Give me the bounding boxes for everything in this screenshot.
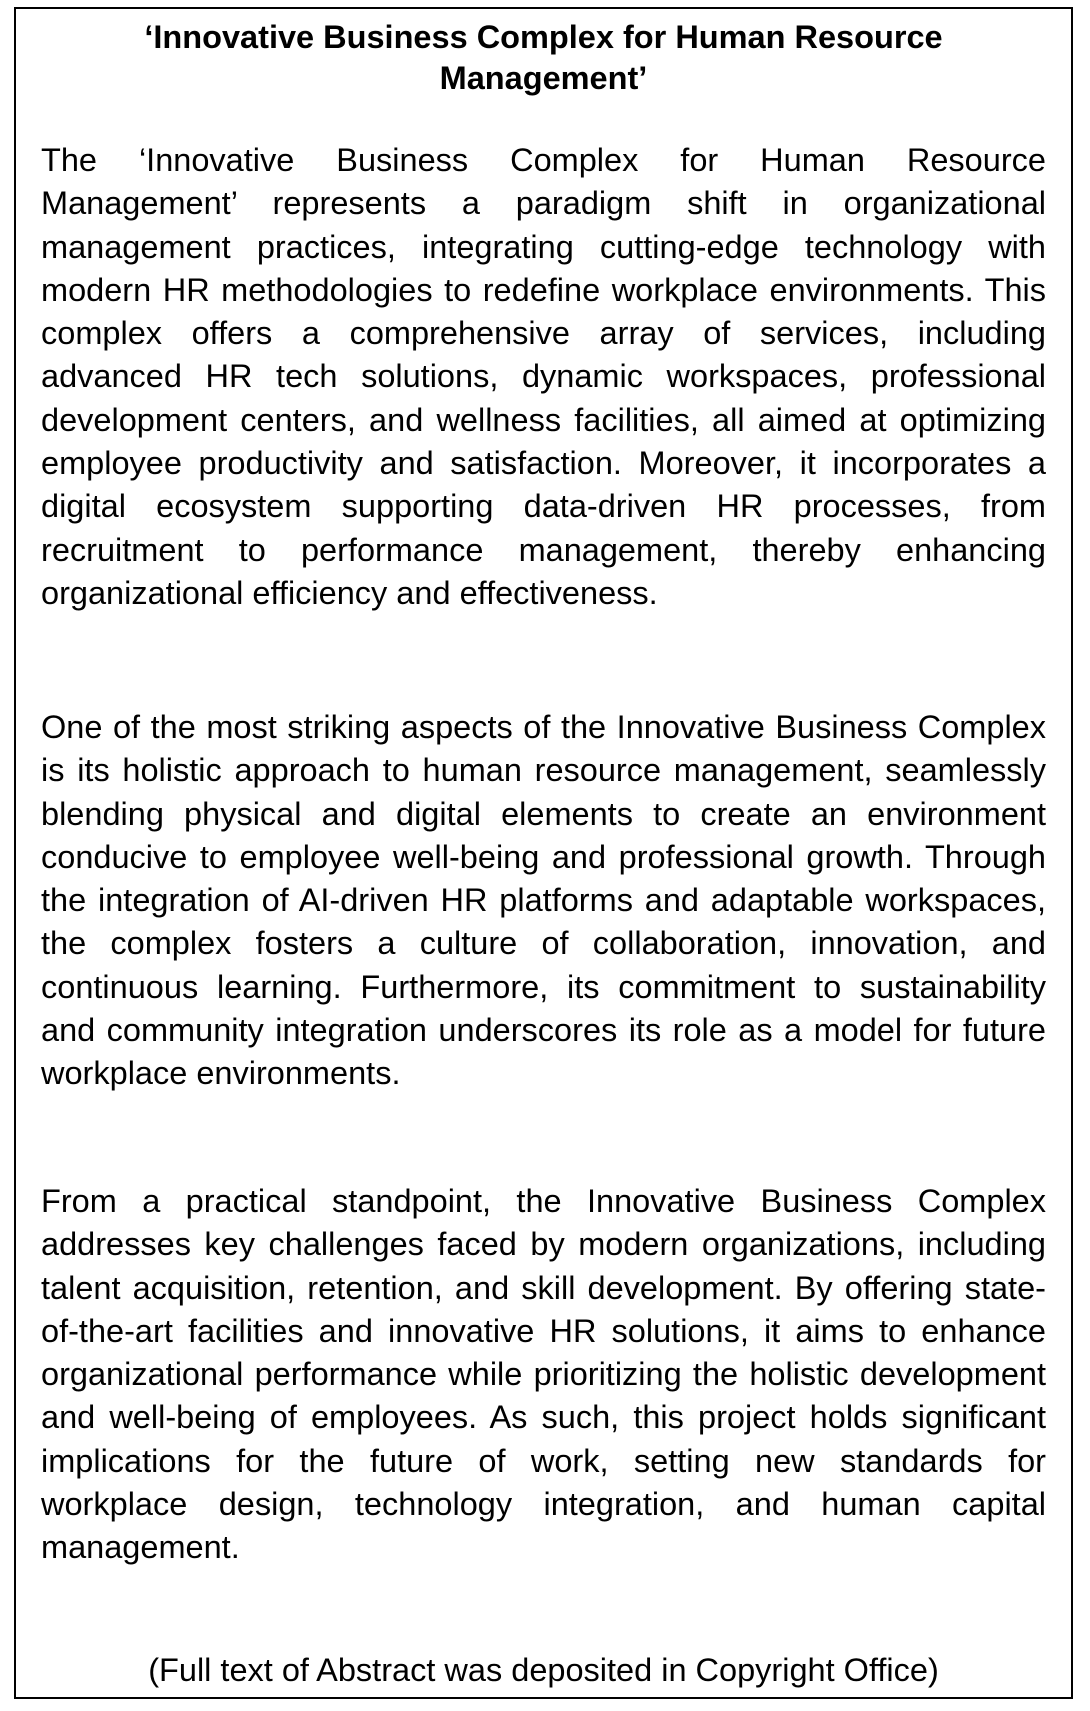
abstract-frame — [14, 7, 1073, 1699]
document-title: ‘Innovative Business Complex for Human Resource Management’ — [144, 19, 943, 96]
abstract-paragraph-2: One of the most striking aspects of the Innovative Business Complex is its holistic approach to human resource management, seamlessly blending physical and digital elements to create an environment conducive to employee well-being and professional growth. Through the integration of AI-driven HR platforms and adaptable workspaces, the complex fosters a culture of collaboration, innovation, and continuous learning. Furthermore, its commitment to sustainability and community integration underscores its role as a model for future workplace environments. — [41, 709, 1046, 1092]
abstract-paragraph-1: The ‘Innovative Business Complex for Human Resource Management’ represents a paradigm shift in organizational management practices, integrating cutting-edge technology with modern HR methodologies to redefine workplace environments. This complex offers a comprehensive array of services, including advanced HR tech solutions, dynamic workspaces, professional development centers, and wellness facilities, all aimed at optimizing employee productivity and satisfaction. Moreover, it incorporates a digital ecosystem supporting data-driven HR processes, from recruitment to performance management, thereby enhancing organizational efficiency and effectiveness. — [41, 142, 1046, 611]
abstract-paragraph-3: From a practical standpoint, the Innovative Business Complex addresses key challenges faced by modern organizations, including talent acquisition, retention, and skill development. By offering state-of-the-art facilities and innovative HR solutions, it aims to enhance organizational performance while prioritizing the holistic development and well-being of employees. As such, this project holds significant implications for the future of work, setting new standards for workplace design, technology integration, and human capital management. — [41, 1183, 1046, 1566]
deposit-note: (Full text of Abstract was deposited in Copyright Office) — [148, 1652, 939, 1688]
